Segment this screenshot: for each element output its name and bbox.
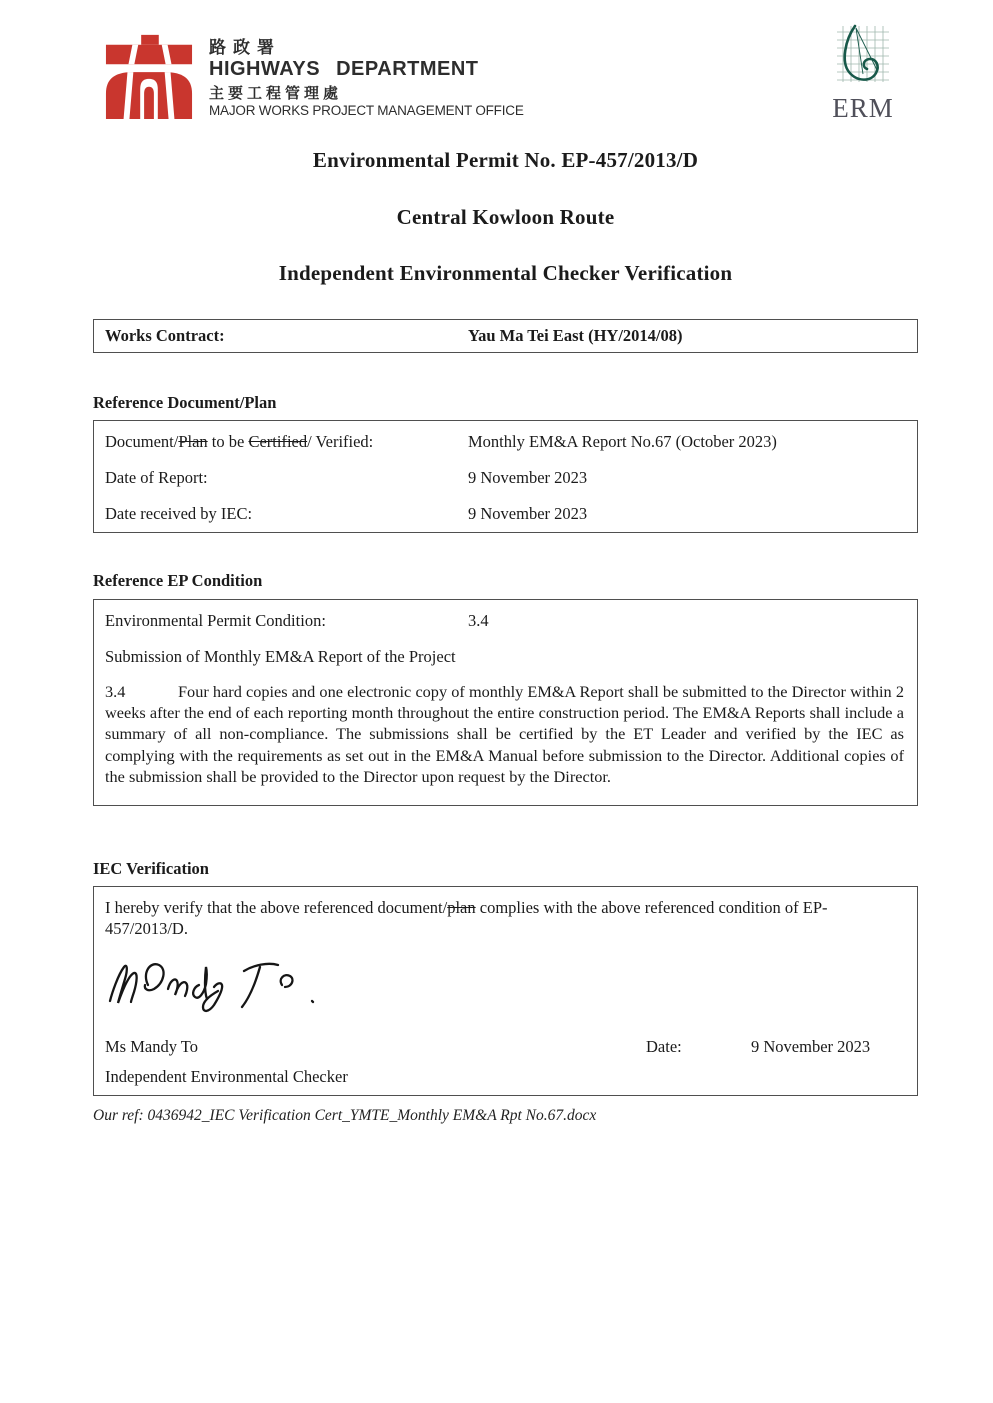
- struck-plan-text: Plan: [178, 432, 208, 451]
- permit-title: Environmental Permit No. EP-457/2013/D: [312, 148, 699, 172]
- struck-plan-text: plan: [447, 898, 476, 917]
- reference-ep-heading: Reference EP Condition: [93, 571, 263, 590]
- doc-type-title: Independent Environmental Checker Verification: [278, 261, 733, 285]
- header-text-block: [209, 32, 524, 120]
- erm-wordmark: ERM: [832, 93, 894, 123]
- signatory-name: Ms Mandy To: [105, 1037, 198, 1056]
- document-verified-label: [105, 432, 468, 452]
- clause-number: 3.4: [105, 682, 126, 701]
- department-name-english: HIGHWAYS DEPARTMENT: [209, 58, 479, 81]
- iec-verification-heading: IEC Verification: [93, 859, 209, 878]
- erm-koru-icon: [833, 24, 893, 88]
- date-received-label: Date received by IEC:: [105, 504, 253, 523]
- statement-text: I hereby verify that the above referenced document/: [105, 898, 448, 917]
- date-received-value: 9 November 2023: [468, 504, 588, 523]
- clause-text: Four hard copies and one electronic copy of monthly EM&A Report shall be submitted to the Director within 2 weeks after the end of each reporting month throughout the entire construction period. The EM&A Reports shall include a summary of all non-compliance. The submissions shall be certified by the ET Leader and verified by the IEC as complying with the requirements as set out in the EM&A Manual before submission to the Director. Additional copies of the submission shall be provided to the Director upon request by the Director.: [105, 682, 904, 786]
- date-of-report-label: Date of Report:: [105, 468, 208, 487]
- ep-condition-label: Environmental Permit Condition:: [105, 611, 326, 630]
- project-title: Central Kowloon Route: [396, 205, 615, 229]
- reference-document-heading: Reference Document/Plan: [93, 393, 277, 412]
- erm-logo: [831, 24, 895, 122]
- table-row: [94, 496, 917, 532]
- signatory-title: Independent Environmental Checker: [105, 1067, 348, 1086]
- works-contract-value: Yau Ma Tei East (HY/2014/08): [468, 326, 683, 345]
- highways-department-logo-icon: [104, 32, 194, 120]
- reference-ep-table: [93, 599, 918, 806]
- department-name-chinese: 路政署: [209, 38, 281, 57]
- verification-statement: [94, 887, 917, 940]
- date-value: 9 November 2023: [751, 1037, 871, 1056]
- table-row: [94, 639, 917, 675]
- label-text: Document/: [105, 432, 179, 451]
- label-text: to be: [207, 432, 249, 451]
- office-name-chinese: 主要工程管理處: [209, 84, 343, 102]
- ep-condition-title: Submission of Monthly EM&A Report of the Project: [105, 647, 456, 666]
- works-contract-label: Works Contract:: [105, 326, 225, 345]
- office-name-english: MAJOR WORKS PROJECT MANAGEMENT OFFICE: [209, 102, 524, 118]
- reference-document-table: [93, 420, 918, 533]
- handwritten-signature: [104, 949, 364, 1026]
- ep-condition-value: 3.4: [468, 611, 489, 630]
- table-row: [94, 424, 917, 460]
- struck-certified-text: Certified: [248, 432, 308, 451]
- table-row: [94, 603, 917, 639]
- label-text: / Verified:: [307, 432, 374, 451]
- date-label: Date:: [646, 1037, 682, 1056]
- date-of-report-value: 9 November 2023: [468, 468, 588, 487]
- header: [104, 32, 524, 120]
- works-contract-box: [93, 319, 918, 353]
- ep-clause-paragraph: [94, 675, 917, 787]
- document-verified-value: Monthly EM&A Report No.67 (October 2023): [468, 432, 777, 451]
- our-ref-line: Our ref: 0436942_IEC Verification Cert_YMTE_Monthly EM&A Rpt No.67.docx: [93, 1107, 597, 1124]
- iec-verification-box: [93, 886, 918, 1096]
- statement-text: complies with the above referenced condition of EP-457/2013/D.: [105, 898, 828, 939]
- table-row: [94, 460, 917, 496]
